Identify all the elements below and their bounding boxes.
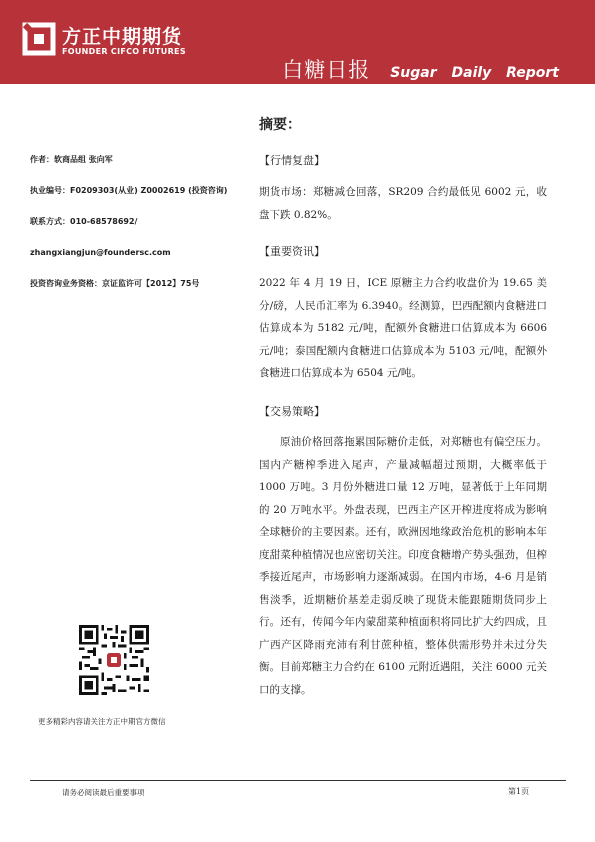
author-line: 作者：软商品组 张向军 [30, 155, 113, 164]
founder-logo-icon [22, 22, 56, 56]
wechat-qr-code-icon [79, 625, 149, 695]
market-review-text: 期货市场：郑糖减仓回落，SR209 合约最低见 6002 元，收盘下跌 0.82%。 [259, 186, 547, 221]
summary-title: 摘要： [259, 117, 301, 133]
report-title-cn: 白糖日报 [282, 58, 371, 82]
license-line: 执业编号：F0209303(从业) Z0002619 (投资咨询) [30, 186, 228, 195]
strategy-text: 原油价格回落拖累国际糖价走低，对郑糖也有偏空压力。国内产糖榨季进入尾声，产量减幅超过预期，大概率低于 1000 万吨。3 月份外糖进口量 12 万吨，显著低于上年同期的 20 万吨水平。外盘表现，巴西主产区开榨进度将成为影响全球糖价的主要因素。还有，欧洲因地缘政治危机的影响本年度甜菜种植情况也应密切关注。印度食糖增产势头强劲，但榨季接近尾声，市场影响力逐渐减弱。在国内市场，4-6 月是销售淡季，近期糖价基差走弱反映了现货未能跟随期货同步上行。还有，传闻今年内蒙甜菜种植面积将同比扩大约四成，且广西产区降雨充沛有利甘蔗种植，整体供需形势并未过分失衡。目前郑糖主力合约在 6100 元附近遇阻，关注 6000 元关口的支撑。 [259, 436, 547, 696]
strategy-heading: 【交易策略】 [259, 405, 325, 418]
page-number: 第1页 [508, 787, 530, 796]
header-band [0, 0, 595, 84]
qualification-line: 投资咨询业务资格：京证监许可【2012】75号 [30, 279, 200, 288]
key-news-heading: 【重要资讯】 [259, 245, 325, 258]
footer-divider [30, 780, 566, 781]
report-title-en: Sugar Daily Report [390, 65, 559, 81]
author-info [30, 154, 245, 309]
contact-line: 联系方式：010-68578692/ [30, 217, 138, 226]
market-review-heading: 【行情复盘】 [259, 154, 325, 167]
email-line: zhangxiangjun@foundersc.com [30, 248, 171, 257]
brand-name-cn: 方正中期期货 [62, 26, 183, 48]
brand-name-en: FOUNDER CIFCO FUTURES [62, 47, 186, 56]
report-title [282, 54, 559, 84]
qr-caption: 更多精彩内容请关注方正中期官方微信 [38, 717, 166, 726]
footer-disclaimer: 请务必阅读最后重要事项 [62, 788, 145, 797]
key-news-text: 2022 年 4 月 19 日，ICE 原糖主力合约收盘价为 19.65 美分/磅，人民币汇率为 6.3940。经测算，巴西配额内食糖进口估算成本为 5182 元/吨，配额外食糖进口估算成本为 6606 元/吨；泰国配额内食糖进口估算成本为 5103 元/吨，配额外食糖进口估算成本为 6504 元/吨。 [259, 277, 547, 379]
